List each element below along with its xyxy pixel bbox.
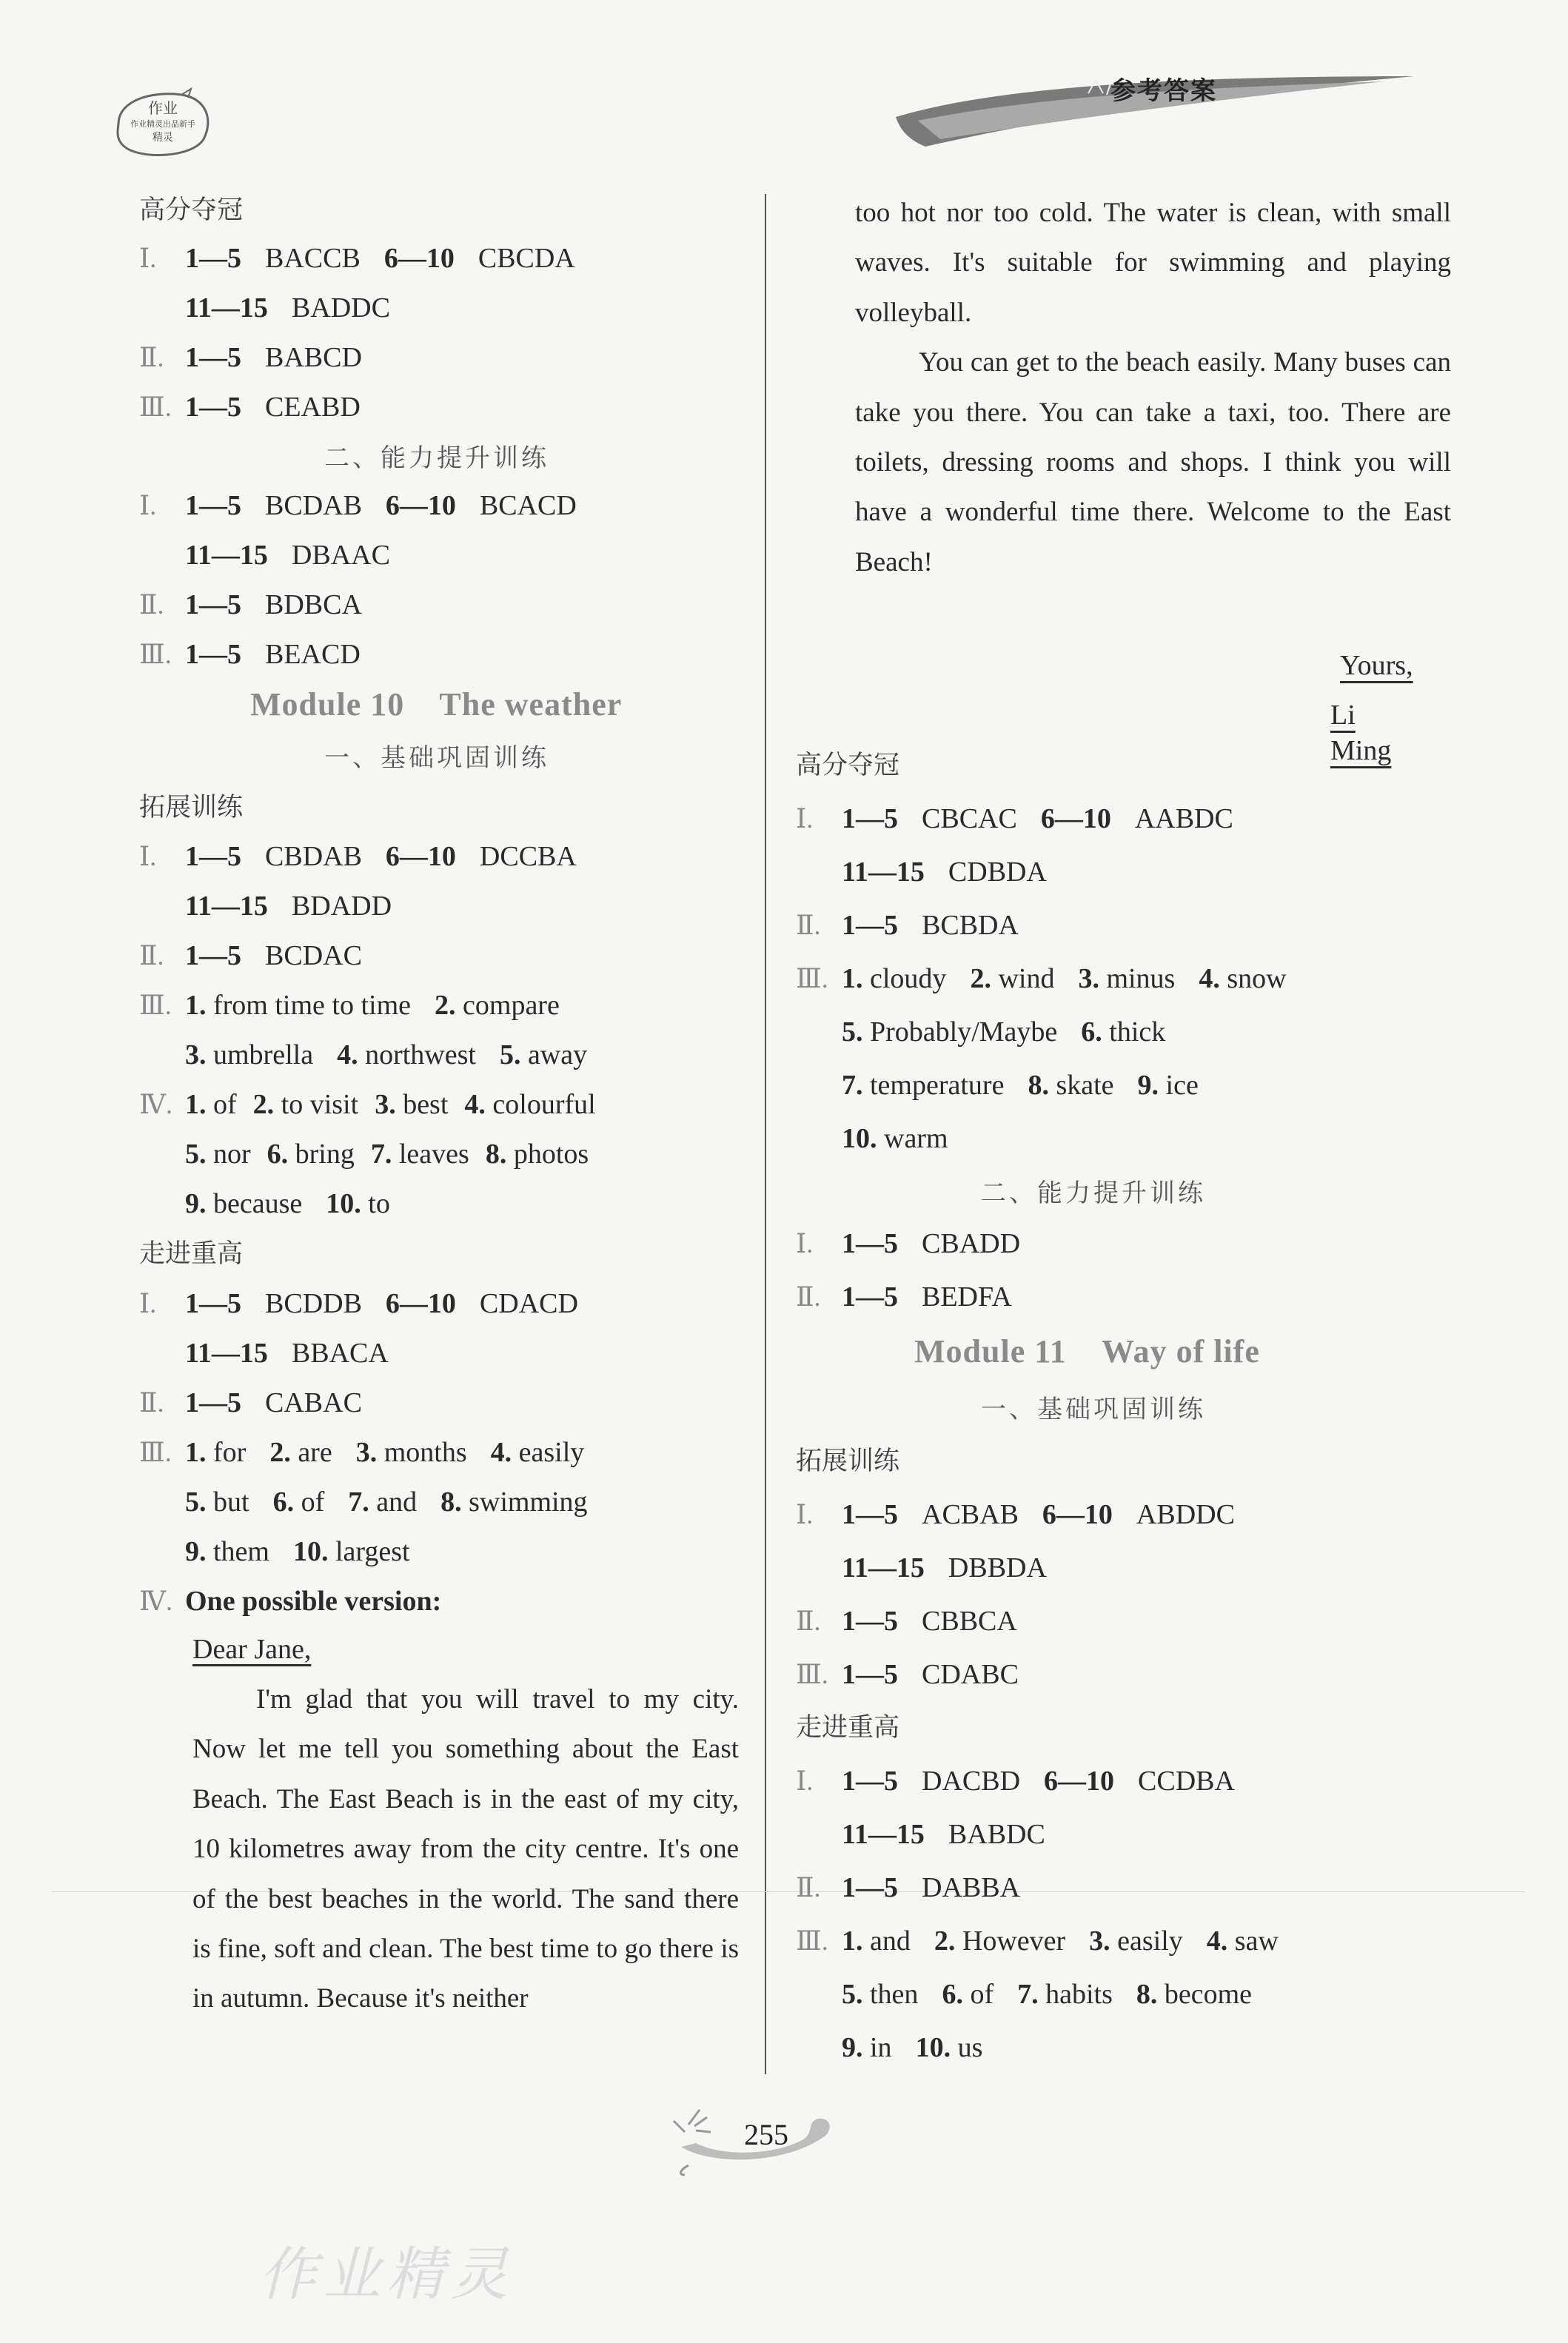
- answers: BEACD: [265, 639, 361, 670]
- answers: CDABC: [922, 1659, 1019, 1690]
- item-number: 8.: [440, 1486, 462, 1518]
- answer-line: [139, 988, 560, 1023]
- answer-line: [139, 637, 361, 672]
- answer-line: [139, 340, 362, 375]
- answer-line: [796, 1870, 1020, 1905]
- item-number: 2.: [269, 1437, 291, 1468]
- answer-line: [796, 908, 1019, 943]
- answer-line: [796, 1817, 1045, 1852]
- answers: BCBDA: [922, 910, 1019, 941]
- answers: CBBCA: [922, 1606, 1017, 1637]
- answer-word: umbrella: [213, 1039, 314, 1070]
- answer-line: [796, 2030, 982, 2065]
- answer-word: swimming: [469, 1486, 588, 1518]
- answers: DABBA: [922, 1872, 1021, 1903]
- answer-line: [139, 389, 361, 425]
- item-number: 1.: [185, 1437, 207, 1468]
- roman-numeral: Ⅱ.: [139, 590, 164, 620]
- answer-word: skate: [1056, 1070, 1114, 1101]
- answer-line: [796, 854, 1047, 890]
- header-title: 参考答案: [1110, 76, 1217, 106]
- answer-line: [139, 1484, 588, 1520]
- essay-text: You can get to the beach easily. Many buses can take you there. You can take a taxi, too. There are toilets, dressing rooms and shops. I think you will have a wonderful time there. Welcome to the East Beach!: [855, 347, 1451, 577]
- answer-line: [139, 537, 390, 573]
- roman-numeral: Ⅰ.: [139, 842, 157, 871]
- item-number: 6.: [267, 1139, 289, 1170]
- answer-word: of: [970, 1979, 994, 2010]
- roman-numeral: Ⅱ.: [796, 1282, 821, 1312]
- item-number: 3.: [1078, 963, 1099, 994]
- range: 1—5: [842, 1606, 898, 1637]
- item-number: 8.: [1136, 1979, 1158, 2010]
- roman-numeral: Ⅱ.: [796, 1873, 821, 1903]
- range: 1—5: [185, 940, 241, 971]
- answers: BEDFA: [922, 1281, 1012, 1313]
- item-number: 5.: [842, 1016, 863, 1048]
- module-title: Module 11 Way of life: [914, 1333, 1260, 1370]
- watermark: 作业精灵: [259, 2242, 515, 2308]
- range: 11—15: [185, 891, 268, 922]
- answer-line: [139, 290, 390, 326]
- range: 6—10: [385, 841, 456, 872]
- answer-word: wind: [998, 963, 1055, 994]
- answer-line: [796, 1603, 1017, 1639]
- range: 1—5: [185, 841, 241, 872]
- item-number: 9.: [1137, 1070, 1159, 1101]
- letter-salutation: Dear Jane,: [192, 1634, 312, 1665]
- essay-paragraph: [855, 188, 1451, 587]
- section-heading: 走进重高: [139, 1239, 244, 1269]
- answer-word: However: [962, 1925, 1066, 1957]
- answer-word: snow: [1227, 963, 1287, 994]
- range: 11—15: [185, 1338, 268, 1369]
- range: 11—15: [185, 292, 268, 324]
- range: 1—5: [185, 243, 241, 274]
- item-number: 2.: [970, 963, 991, 994]
- answer-line: [139, 1136, 589, 1172]
- range: 1—5: [842, 1228, 898, 1259]
- range: 1—5: [842, 1499, 898, 1530]
- item-number: 10.: [842, 1123, 877, 1154]
- letter-signature: Li Ming: [1330, 700, 1392, 766]
- range: 11—15: [185, 540, 268, 571]
- answers: DBAAC: [291, 540, 390, 571]
- item-number: 3.: [1089, 1925, 1110, 1957]
- item-number: 5.: [185, 1486, 207, 1518]
- answer-word: because: [213, 1188, 303, 1219]
- roman-numeral: Ⅱ.: [139, 343, 164, 372]
- roman-numeral: Ⅱ.: [139, 941, 164, 971]
- answer-line: [139, 1335, 389, 1371]
- answer-word: largest: [335, 1536, 410, 1567]
- range: 11—15: [842, 1819, 925, 1850]
- item-number: 1.: [185, 990, 207, 1021]
- answers: AABDC: [1134, 803, 1233, 834]
- roman-numeral: Ⅲ.: [796, 964, 828, 993]
- answer-word: and: [870, 1925, 911, 1957]
- range: 1—5: [185, 1288, 241, 1319]
- roman-numeral: Ⅰ.: [796, 1229, 814, 1258]
- item-number: 10.: [292, 1536, 329, 1567]
- column-divider: [765, 194, 766, 2074]
- answers: BABCD: [265, 342, 362, 373]
- answers: BABDC: [948, 1819, 1045, 1850]
- essay-text: I'm glad that you will travel to my city. Now let me tell you something about the East Beach. The East Beach is in the east of my city, 10 kilometres away from the city centre. It's one of the best beaches in the world. The sand there is fine, soft and clean. The best time to go there is in autumn. Because it's neither: [192, 1684, 739, 2014]
- answer-word: minus: [1106, 963, 1176, 994]
- answer-word: photos: [513, 1139, 589, 1170]
- answer-word: become: [1164, 1979, 1253, 2010]
- item-number: 1.: [842, 963, 863, 994]
- item-number: 1.: [842, 1925, 863, 1957]
- answer-word: and: [376, 1486, 418, 1518]
- answer-word: from time to time: [213, 990, 412, 1021]
- answer-word: us: [957, 2032, 983, 2063]
- range: 1—5: [842, 803, 898, 834]
- range: 1—5: [842, 1659, 898, 1690]
- essay-paragraph: [192, 1675, 739, 2024]
- range: 1—5: [842, 1766, 898, 1797]
- roman-numeral: Ⅰ.: [139, 1289, 157, 1318]
- item-number: 3.: [185, 1039, 207, 1070]
- answer-word: are: [298, 1437, 332, 1468]
- range: 1—5: [185, 1387, 241, 1418]
- answers: CABAC: [265, 1387, 362, 1418]
- answers: DBBDA: [948, 1552, 1047, 1583]
- range: 1—5: [842, 1281, 898, 1313]
- answer-word: in: [870, 2032, 892, 2063]
- roman-numeral: Ⅱ.: [796, 911, 821, 940]
- version-label: One possible version:: [185, 1586, 442, 1617]
- item-number: 7.: [1017, 1979, 1039, 2010]
- range: 1—5: [185, 490, 241, 521]
- answer-word: of: [301, 1486, 325, 1518]
- answer-word: northwest: [365, 1039, 476, 1070]
- range: 6—10: [385, 1288, 456, 1319]
- item-number: 3.: [355, 1437, 378, 1468]
- answer-line: [139, 888, 392, 924]
- item-number: 7.: [348, 1486, 369, 1518]
- answer-line: [139, 488, 577, 523]
- answers: ACBAB: [922, 1499, 1019, 1530]
- answers: DCCBA: [479, 841, 577, 872]
- answer-word: of: [213, 1089, 237, 1120]
- answer-line: [139, 1087, 596, 1122]
- item-number: 8.: [485, 1139, 507, 1170]
- item-number: 7.: [370, 1139, 392, 1170]
- range: 6—10: [385, 490, 456, 521]
- answers: CDACD: [479, 1288, 578, 1319]
- answer-line: [139, 1583, 441, 1619]
- answer-line: [796, 1226, 1020, 1261]
- section-heading: 拓展训练: [796, 1447, 900, 1476]
- range: 6—10: [383, 243, 455, 274]
- answer-line: [796, 1763, 1235, 1799]
- answers: BDBCA: [265, 589, 362, 620]
- answer-word: habits: [1045, 1979, 1113, 2010]
- item-number: 3.: [375, 1089, 396, 1120]
- roman-numeral: Ⅳ.: [139, 1090, 172, 1119]
- answer-word: to visit: [281, 1089, 359, 1120]
- range: 1—5: [185, 589, 241, 620]
- answer-word: for: [213, 1437, 247, 1468]
- stamp-line-1: 作业: [148, 99, 178, 117]
- section-heading: 高分夺冠: [796, 751, 900, 780]
- roman-numeral: Ⅰ.: [796, 1766, 814, 1796]
- item-number: 5.: [842, 1979, 863, 2010]
- item-number: 4.: [1206, 1925, 1228, 1957]
- answer-word: them: [213, 1536, 269, 1567]
- answers: DACBD: [922, 1766, 1021, 1797]
- answer-line: [796, 961, 1287, 996]
- answers: BCDDB: [265, 1288, 362, 1319]
- answer-line: [139, 1186, 390, 1221]
- roman-numeral: Ⅱ.: [796, 1606, 821, 1636]
- item-number: 8.: [1028, 1070, 1049, 1101]
- essay-text: too hot nor too cold. The water is clean, with small waves. It's suitable for swimming and playing volleyball.: [855, 198, 1451, 328]
- answer-line: [796, 1014, 1165, 1050]
- answers: BDADD: [291, 891, 392, 922]
- item-number: 10.: [326, 1188, 361, 1219]
- answer-line: [139, 241, 575, 276]
- answer-word: Probably/Maybe: [870, 1016, 1058, 1048]
- answer-word: saw: [1234, 1925, 1279, 1957]
- answer-line: [139, 1385, 362, 1421]
- answers: CBADD: [922, 1228, 1021, 1259]
- roman-numeral: Ⅲ.: [139, 640, 172, 669]
- logo-stamp-text: [111, 87, 215, 144]
- range: 1—5: [185, 342, 241, 373]
- answer-word: easily: [1117, 1925, 1183, 1957]
- item-number: 9.: [185, 1536, 207, 1567]
- answer-line: [796, 1550, 1047, 1586]
- answer-line: [796, 1121, 948, 1156]
- page-number: 255: [744, 2118, 788, 2151]
- answers: CEABD: [265, 392, 361, 423]
- answer-word: leaves: [398, 1139, 469, 1170]
- answer-line: [139, 587, 362, 623]
- answer-line: [796, 1657, 1019, 1692]
- range: 11—15: [842, 1552, 925, 1583]
- answer-word: nor: [213, 1139, 251, 1170]
- item-number: 5.: [499, 1039, 521, 1070]
- answer-line: [796, 1067, 1199, 1103]
- roman-numeral: Ⅱ.: [139, 1388, 164, 1418]
- answer-word: to: [368, 1188, 390, 1219]
- item-number: 10.: [915, 2032, 951, 2063]
- roman-numeral: Ⅲ.: [796, 1926, 828, 1956]
- item-number: 5.: [185, 1139, 207, 1170]
- stamp-line-2: 作业精灵出品新手: [130, 119, 195, 129]
- item-number: 6.: [272, 1486, 295, 1518]
- answer-word: away: [527, 1039, 588, 1070]
- roman-numeral: Ⅲ.: [796, 1660, 828, 1689]
- answer-word: thick: [1109, 1016, 1166, 1048]
- item-number: 9.: [185, 1188, 207, 1219]
- roman-numeral: Ⅰ.: [139, 491, 157, 520]
- answer-line: [796, 1497, 1235, 1532]
- section-heading: 走进重高: [796, 1713, 900, 1743]
- answers: BCDAC: [265, 940, 362, 971]
- roman-numeral: Ⅲ.: [139, 1438, 172, 1467]
- answer-line: [139, 938, 362, 973]
- answer-line: [796, 1923, 1279, 1959]
- answers: BACCB: [265, 243, 361, 274]
- answer-line: [796, 801, 1233, 837]
- item-number: 4.: [337, 1039, 358, 1070]
- item-number: 2.: [252, 1089, 275, 1120]
- range: 1—5: [842, 910, 898, 941]
- subsection-heading: 一、基础巩固训练: [324, 743, 549, 773]
- roman-numeral: Ⅲ.: [139, 991, 172, 1020]
- answer-word: months: [383, 1437, 467, 1468]
- answer-line: [139, 1534, 410, 1569]
- range: 1—5: [842, 1872, 898, 1903]
- range: 11—15: [842, 857, 925, 888]
- answers: ABDDC: [1136, 1499, 1235, 1530]
- item-number: 4.: [490, 1437, 512, 1468]
- answer-word: colourful: [492, 1089, 596, 1120]
- section-heading: 高分夺冠: [139, 195, 244, 225]
- answer-word: temperature: [870, 1070, 1005, 1101]
- item-number: 6.: [942, 1979, 963, 2010]
- item-number: 2.: [435, 990, 456, 1021]
- roman-numeral: Ⅲ.: [139, 392, 172, 422]
- range: 6—10: [1044, 1766, 1115, 1797]
- answer-word: ice: [1165, 1070, 1199, 1101]
- answers: CDBDA: [948, 857, 1047, 888]
- stamp-line-3: 精灵: [153, 132, 173, 144]
- answer-word: cloudy: [870, 963, 947, 994]
- range: 6—10: [1040, 803, 1111, 834]
- item-number: 9.: [842, 2032, 863, 2063]
- answer-word: best: [403, 1089, 449, 1120]
- roman-numeral: Ⅰ.: [139, 244, 157, 273]
- range: 1—5: [185, 392, 241, 423]
- range: 1—5: [185, 639, 241, 670]
- section-heading: 拓展训练: [139, 793, 244, 822]
- answer-line: [796, 1279, 1012, 1315]
- answer-line: [796, 1977, 1252, 2012]
- answers: CBCAC: [922, 803, 1017, 834]
- roman-numeral: Ⅰ.: [796, 804, 814, 834]
- answers: BBACA: [291, 1338, 389, 1369]
- item-number: 4.: [464, 1089, 486, 1120]
- item-number: 6.: [1081, 1016, 1102, 1048]
- answer-line: [139, 1037, 587, 1073]
- answers: BCDAB: [265, 490, 362, 521]
- item-number: 1.: [185, 1089, 207, 1120]
- subsection-heading: 二、能力提升训练: [981, 1179, 1206, 1208]
- answer-word: compare: [463, 990, 560, 1021]
- answers: CBDAB: [265, 841, 362, 872]
- item-number: 4.: [1199, 963, 1220, 994]
- answer-word: bring: [295, 1139, 355, 1170]
- answer-word: warm: [884, 1123, 948, 1154]
- answer-word: easily: [518, 1437, 585, 1468]
- roman-numeral: Ⅰ.: [796, 1500, 814, 1529]
- answer-line: [139, 1286, 578, 1321]
- answers: BADDC: [291, 292, 390, 324]
- answers: BCACD: [479, 490, 577, 521]
- module-title: Module 10 The weather: [250, 686, 623, 723]
- answer-line: [139, 1435, 584, 1470]
- roman-numeral: Ⅳ.: [139, 1586, 172, 1616]
- answer-line: [139, 839, 577, 874]
- answer-word: but: [213, 1486, 249, 1518]
- item-number: 2.: [934, 1925, 956, 1957]
- answer-word: then: [870, 1979, 919, 2010]
- subsection-heading: 一、基础巩固训练: [981, 1395, 1206, 1424]
- range: 6—10: [1042, 1499, 1113, 1530]
- answers: CCDBA: [1138, 1766, 1235, 1797]
- answers: CBCDA: [478, 243, 575, 274]
- letter-closing: Yours,: [1340, 650, 1413, 681]
- item-number: 7.: [842, 1070, 863, 1101]
- subsection-heading: 二、能力提升训练: [324, 443, 549, 473]
